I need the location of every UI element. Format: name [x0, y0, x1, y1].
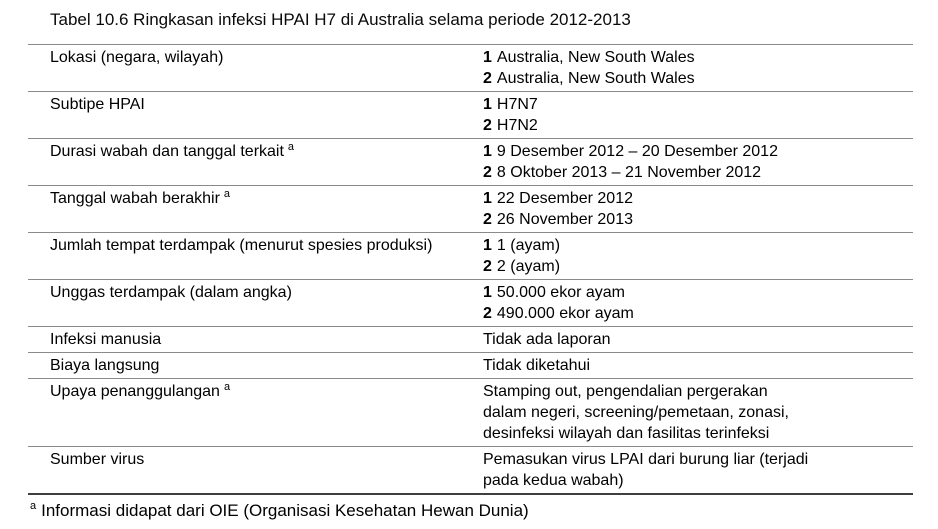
footnote-marker: a — [30, 500, 37, 513]
row-label-text: Tanggal wabah berakhir — [50, 190, 220, 207]
value-line — [483, 256, 913, 277]
value-text: 26 November 2013 — [496, 211, 633, 228]
outbreak-number: 1 — [483, 96, 492, 113]
value-line — [483, 235, 913, 256]
row-label — [28, 353, 483, 378]
row-label — [28, 92, 483, 138]
value-line — [483, 68, 913, 89]
row-value — [483, 139, 913, 185]
value-text: Australia, New South Wales — [496, 49, 695, 66]
value-line — [483, 449, 913, 470]
table-caption: Tabel 10.6 Ringkasan infeksi HPAI H7 di Australia selama periode 2012-2013 — [50, 10, 631, 29]
table-row-unggas — [28, 279, 913, 326]
value-text: H7N2 — [496, 117, 538, 134]
outbreak-number: 1 — [483, 143, 492, 160]
value-line — [483, 470, 913, 491]
value-line — [483, 94, 913, 115]
row-label — [28, 186, 483, 232]
row-label — [28, 280, 483, 326]
value-line — [483, 402, 913, 423]
value-text: 1 (ayam) — [496, 237, 561, 254]
row-label-text: Durasi wabah dan tanggal terkait — [50, 143, 284, 160]
outbreak-number: 2 — [483, 211, 492, 228]
row-value — [483, 280, 913, 326]
value-line — [483, 282, 913, 303]
row-label-text: Sumber virus — [50, 451, 145, 468]
row-label-text: Unggas terdampak (dalam angka) — [50, 284, 292, 301]
footnote-marker: a — [223, 380, 231, 393]
row-label-text: Jumlah tempat terdampak (menurut spesies produksi) — [50, 237, 433, 254]
row-label — [28, 45, 483, 91]
outbreak-number: 2 — [483, 117, 492, 134]
value-text: desinfeksi wilayah dan fasilitas terinfeksi — [483, 425, 770, 442]
value-text: 9 Desember 2012 – 20 Desember 2012 — [496, 143, 778, 160]
table-row-sumber-virus — [28, 446, 913, 493]
value-line — [483, 209, 913, 230]
row-label-text: Upaya penanggulangan — [50, 383, 220, 400]
outbreak-number: 2 — [483, 305, 492, 322]
footnote-marker: a — [287, 140, 295, 153]
footnote-marker: a — [223, 187, 231, 200]
value-text: Australia, New South Wales — [496, 70, 695, 87]
table-row-biaya — [28, 352, 913, 378]
value-text: 50.000 ekor ayam — [496, 284, 625, 301]
value-text: Tidak diketahui — [483, 357, 591, 374]
value-line — [483, 47, 913, 68]
value-line — [483, 141, 913, 162]
outbreak-number: 1 — [483, 190, 492, 207]
outbreak-number: 1 — [483, 49, 492, 66]
table-footnote — [30, 500, 913, 522]
row-value — [483, 186, 913, 232]
value-text: Tidak ada laporan — [483, 331, 611, 348]
row-label-text: Biaya langsung — [50, 357, 160, 374]
value-line — [483, 381, 913, 402]
row-label — [28, 327, 483, 352]
row-value — [483, 379, 913, 446]
value-text: Stamping out, pengendalian pergerakan — [483, 383, 768, 400]
row-label — [28, 233, 483, 279]
table-row-infeksi-manusia — [28, 326, 913, 352]
table-row-tanggal-berakhir — [28, 185, 913, 232]
value-line — [483, 162, 913, 183]
table-row-durasi — [28, 138, 913, 185]
outbreak-number: 2 — [483, 258, 492, 275]
outbreak-number: 2 — [483, 70, 492, 87]
row-value — [483, 45, 913, 91]
row-value — [483, 353, 913, 378]
table-row-jumlah-tempat — [28, 232, 913, 279]
value-text: pada kedua wabah) — [483, 472, 624, 489]
table-row-lokasi — [28, 44, 913, 91]
row-label — [28, 447, 483, 493]
value-text: Pemasukan virus LPAI dari burung liar (terjadi — [483, 451, 809, 468]
value-text: 8 Oktober 2013 – 21 November 2012 — [496, 164, 762, 181]
value-line — [483, 329, 913, 350]
row-label — [28, 139, 483, 185]
table-row-subtipe — [28, 91, 913, 138]
row-value — [483, 327, 913, 352]
value-text: 22 Desember 2012 — [496, 190, 633, 207]
outbreak-number: 2 — [483, 164, 492, 181]
summary-table — [28, 44, 913, 495]
value-text: 2 (ayam) — [496, 258, 561, 275]
value-line — [483, 355, 913, 376]
value-text: dalam negeri, screening/pemetaan, zonasi, — [483, 404, 789, 421]
value-line — [483, 188, 913, 209]
row-label — [28, 379, 483, 446]
value-line — [483, 423, 913, 444]
row-value — [483, 92, 913, 138]
footnote-text: Informasi didapat dari OIE (Organisasi Kesehatan Hewan Dunia) — [41, 501, 529, 520]
row-label-text: Infeksi manusia — [50, 331, 162, 348]
row-label-text: Subtipe HPAI — [50, 96, 145, 113]
row-value — [483, 447, 913, 493]
value-text: 490.000 ekor ayam — [496, 305, 634, 322]
row-value — [483, 233, 913, 279]
value-line — [483, 115, 913, 136]
table-row-upaya — [28, 378, 913, 446]
value-text: H7N7 — [496, 96, 538, 113]
outbreak-number: 1 — [483, 284, 492, 301]
row-label-text: Lokasi (negara, wilayah) — [50, 49, 224, 66]
value-line — [483, 303, 913, 324]
outbreak-number: 1 — [483, 237, 492, 254]
